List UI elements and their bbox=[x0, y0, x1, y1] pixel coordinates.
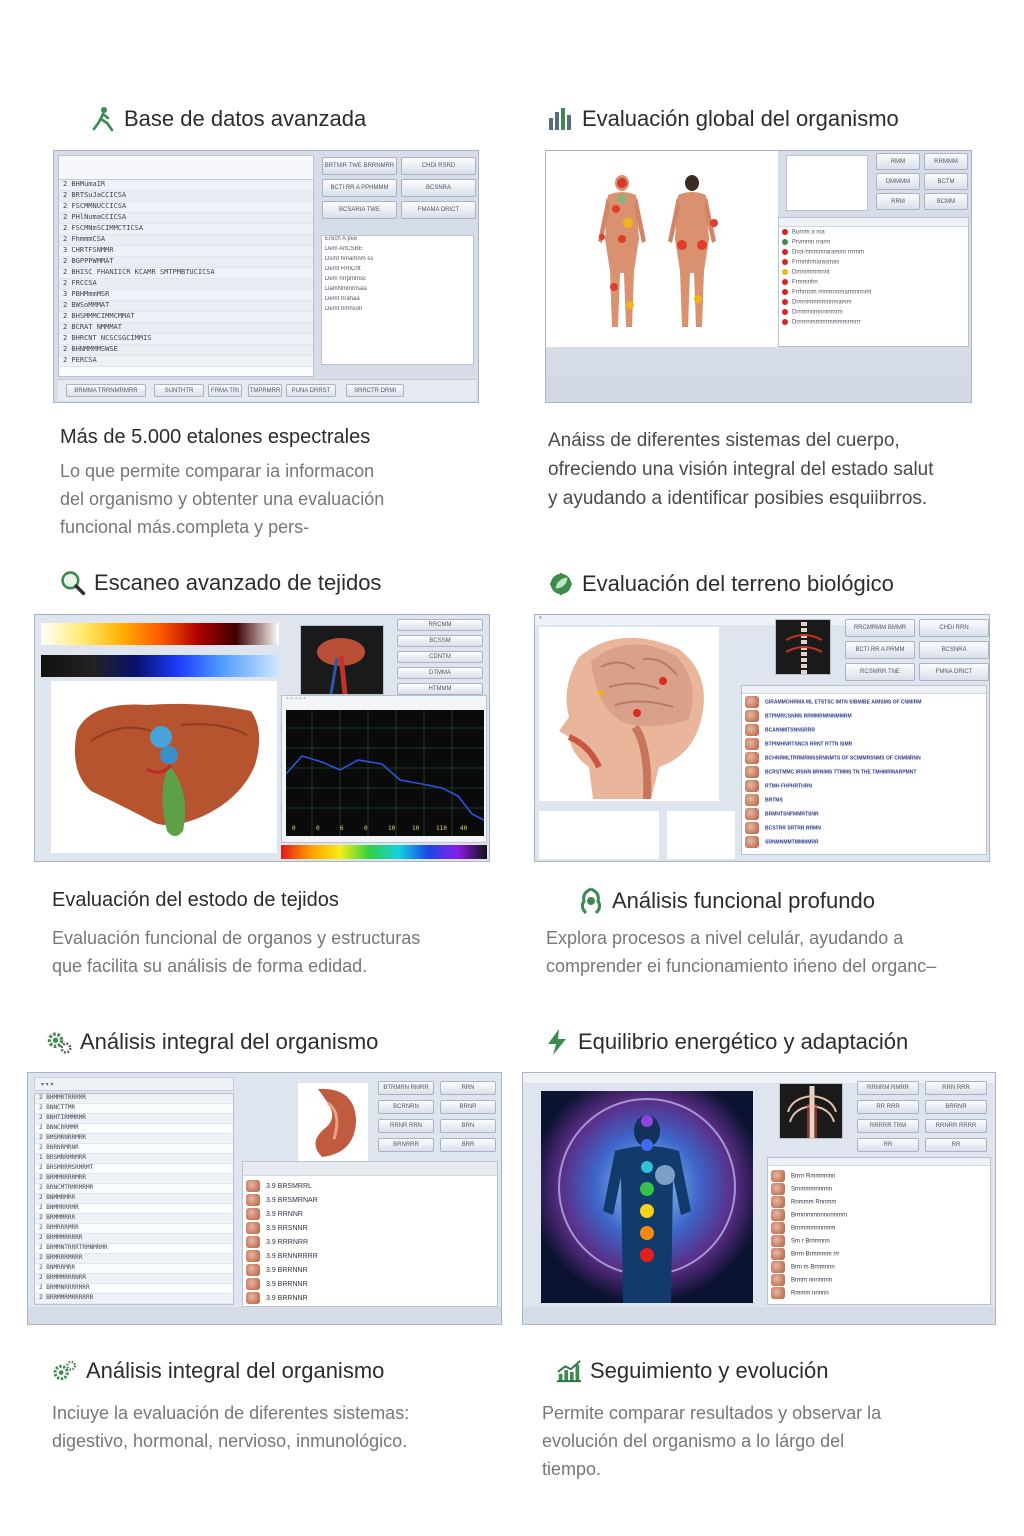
toolbar-button[interactable]: BCTI RR A PPHMMM bbox=[322, 179, 397, 197]
ribs-thumbnail bbox=[779, 1083, 843, 1139]
liver-image bbox=[51, 681, 277, 853]
analysis-row[interactable]: 2 BNHTIRMMRMR bbox=[35, 1114, 233, 1124]
body-figures-illustration bbox=[546, 151, 778, 347]
organ-thumb bbox=[246, 1208, 260, 1220]
database-description: Lo que permite comparar ia informacon del organismo y obtenter una evaluación funcional más.completa y pers- bbox=[60, 461, 385, 537]
stomach-illustration bbox=[298, 1083, 368, 1163]
x-tick-label: 10 bbox=[412, 825, 420, 832]
section-heading-terrain: Evaluación del terreno biológico bbox=[548, 571, 894, 597]
ribs-illustration bbox=[780, 1084, 844, 1140]
toolbar-button[interactable]: CDNTM bbox=[397, 651, 483, 663]
analysis-row[interactable]: 2 BNNCTTMR bbox=[35, 1104, 233, 1114]
head-anatomy-illustration bbox=[539, 627, 719, 801]
analysis-row[interactable]: 2 BRMRRRMRR bbox=[35, 1224, 233, 1234]
toolbar-button[interactable]: RR RRR bbox=[857, 1100, 919, 1114]
organ-result-item[interactable]: 3.9 RRSNNR bbox=[243, 1222, 497, 1236]
organ-thumb bbox=[246, 1180, 260, 1192]
organ-thumb bbox=[771, 1183, 785, 1195]
toolbar-button[interactable]: BRNRRR bbox=[378, 1138, 434, 1152]
x-tick-label: 0 bbox=[364, 825, 368, 832]
bar-chart-icon bbox=[548, 106, 574, 132]
organ-result-item[interactable]: 3.9 BRRNNR bbox=[243, 1292, 497, 1306]
etalon-table-rows bbox=[59, 180, 313, 367]
organ-thumb bbox=[745, 794, 759, 806]
status-dot bbox=[782, 289, 788, 295]
functional-description: Explora procesos a nivel celulár, ayudando a comprender ei funcionamiento ińeno del organc– bbox=[546, 928, 937, 976]
section-heading-energy: Equilibrio energético y adaptación bbox=[544, 1029, 908, 1055]
terrain-result-item[interactable]: SRNMNMMTMMMMRR bbox=[742, 836, 986, 850]
x-tick-label: 10 bbox=[388, 825, 396, 832]
terrain-result-item[interactable]: BCSTRR SRTRR RRMN bbox=[742, 822, 986, 836]
x-tick-label: 0 bbox=[316, 825, 320, 832]
system-result-item[interactable]: Drmnmmmmnnmamm bbox=[779, 299, 968, 309]
head-anatomy-image bbox=[539, 627, 719, 801]
analysis-row[interactable]: 2 BRMMNTRRRTRMNMRMR bbox=[35, 1244, 233, 1254]
organ-thumb bbox=[771, 1261, 785, 1273]
organ-thumbnail-illustration bbox=[301, 626, 385, 696]
x-tick-label: 40 bbox=[460, 825, 468, 832]
terrain-result-item[interactable]: BTPIMHNRTSNCS RRNT RTTN SIMR bbox=[742, 738, 986, 752]
analysis-row[interactable]: 2 BNMRRMRR bbox=[35, 1264, 233, 1274]
organ-thumb bbox=[745, 738, 759, 750]
system-result-item[interactable]: Drot-hmmmrarammr rrrmm bbox=[779, 249, 968, 259]
spine-thumbnail bbox=[775, 619, 831, 675]
system-result-item[interactable]: Burnm a ma bbox=[779, 229, 968, 239]
system-result-item[interactable]: Frrnmhmarasmas bbox=[779, 259, 968, 269]
analysis-row[interactable]: 2 BRMMRRRRMRR bbox=[35, 1174, 233, 1184]
organ-result-item[interactable]: 3.9 BRRNNR bbox=[243, 1278, 497, 1292]
toolbar-button[interactable]: BCSARIA TWE bbox=[322, 201, 397, 219]
mini-info-panel bbox=[786, 155, 868, 211]
adaptation-result-item[interactable]: Sm r Brnmnnn bbox=[768, 1235, 990, 1248]
organ-results-list bbox=[242, 1161, 498, 1307]
organ-result-item[interactable]: 3.9 RRRNRR bbox=[243, 1236, 497, 1250]
adaptation-result-item[interactable]: Brmmmmnnnnnnmm bbox=[768, 1209, 990, 1222]
toolbar-button[interactable]: RRNRR RRRR bbox=[925, 1119, 987, 1133]
adaptation-result-item[interactable]: Brrrn Rmmmnnn bbox=[768, 1170, 990, 1183]
toolbar-button[interactable]: RRNR RRN bbox=[378, 1119, 434, 1133]
toolbar-button[interactable]: BCSSM bbox=[397, 635, 483, 647]
status-dot bbox=[782, 279, 788, 285]
organ-thumb bbox=[246, 1278, 260, 1290]
organ-thumb bbox=[745, 808, 759, 820]
organ-thumb bbox=[246, 1264, 260, 1276]
section-heading-integral-2: Análisis integral del organismo bbox=[52, 1358, 384, 1384]
integral-analysis-screenshot: ▾ ▾ ▾ 2 BHMMRTRRRMR 2 BNNCTTMR 2 BNHTIRMMRMR 2 BNNCRRMMR 2 BMSMRNRRMRR 2 BNRNRMRNR 1 BRSMRRMRMRR 2 BRSMRRMSRMRMT 2 BRMMRRRRMRR 2 BRNCMTRMRMRMR 2 BNMMRMRR 2 BNMMRRRMR 2 BRMMMRRR 2 BRMRRRMRR 2 BRMMMRRRRR 2 BRMMNTRRRTRMNMRMR 2 BRMRRRMRRR 2 BNMRRMRR 2 BRMMMRRRNRR 2 BRMMNRRRRMRR 2 BRRMMRMRRRRRR BTRMRN RMRR RRN BCRNRN BRNR RRNR RRN BRN BRNRRR BRR 3.9 BRSMRRL 3.9 BRSMRNAR 3.9 RRNNR 3.9 RRSNNR 3.9 RRRNRR 3.9 BRNNRRRR 3.9 BRRNNR 3.9 BRRNNR 3.9 BRRNNR bbox=[27, 1072, 502, 1325]
organ-thumbnail bbox=[300, 625, 384, 695]
analysis-row[interactable]: 2 BRMMMRRR bbox=[35, 1214, 233, 1224]
section-heading-global: Evaluación global del organismo bbox=[548, 106, 899, 132]
toolbar-button[interactable]: BCRNRN bbox=[378, 1100, 434, 1114]
etalon-table bbox=[58, 155, 314, 377]
organ-thumb bbox=[246, 1222, 260, 1234]
detail-line[interactable]: Demt hmhsoh bbox=[325, 306, 363, 312]
database-subtitle: Más de 5.000 etalones espectrales bbox=[60, 426, 371, 448]
body-map-view bbox=[546, 151, 778, 347]
gears-icon bbox=[46, 1029, 72, 1055]
etalon-row[interactable]: 2 PHlNumaCCICSA bbox=[59, 213, 313, 224]
toolbar-button[interactable]: BRNR bbox=[440, 1100, 496, 1114]
status-dot bbox=[782, 249, 788, 255]
biological-terrain-results bbox=[741, 685, 987, 855]
analysis-row[interactable]: 2 BRMRRRMRRR bbox=[35, 1254, 233, 1264]
organ-thumb bbox=[771, 1170, 785, 1182]
system-result-item[interactable]: Dmmmmmnnt bbox=[779, 269, 968, 279]
spectrum-line-chart bbox=[282, 704, 488, 844]
toolbar-button[interactable]: HTMMM bbox=[397, 683, 483, 695]
toolbar-button[interactable]: RMM bbox=[876, 153, 920, 170]
heat-scale-bar bbox=[41, 623, 279, 645]
organ-result-item[interactable]: 3.9 BRNNRRRR bbox=[243, 1250, 497, 1264]
analysis-row[interactable]: 2 BRMMMRRRRR bbox=[35, 1234, 233, 1244]
system-results-list bbox=[778, 217, 969, 347]
system-result-item[interactable]: Prvmmn rrarm bbox=[779, 239, 968, 249]
bottom-toolbar bbox=[58, 379, 476, 401]
status-dot bbox=[782, 309, 788, 315]
section-heading-tissue-scan: Escaneo avanzado de tejidos bbox=[60, 570, 381, 596]
toolbar-button[interactable]: RR bbox=[925, 1138, 987, 1152]
etalon-row[interactable]: 2 BRTSuJaCCICSA bbox=[59, 191, 313, 202]
toolbar-button[interactable]: CHDI RSRD bbox=[401, 157, 476, 175]
analysis-row[interactable]: 2 BMSMRNRRMRR bbox=[35, 1134, 233, 1144]
tissue-scan-screenshot bbox=[34, 614, 490, 862]
section-heading-integral-1: Análisis integral del organismo bbox=[46, 1029, 378, 1055]
status-dot bbox=[782, 319, 788, 325]
organ-thumb bbox=[771, 1209, 785, 1221]
organ-thumb bbox=[745, 696, 759, 708]
organ-thumb bbox=[745, 752, 759, 764]
terrain-result-item[interactable]: GIRAMMOHRMA ML ETSTSC IMTN SIBMIBE AIMSMS OF CNMIRM bbox=[742, 696, 986, 710]
detail-line[interactable]: Dem ArlCSBE bbox=[325, 246, 363, 252]
toolbar-button[interactable]: BRR bbox=[440, 1138, 496, 1152]
terrain-result-item[interactable]: BCHNRMLTRRMRMSSRNNMTS OF SCIMMRSNMS OF CNMMRNN bbox=[742, 752, 986, 766]
organ-result-item[interactable]: 3.9 BRSMRNAR bbox=[243, 1194, 497, 1208]
organ-thumb bbox=[745, 710, 759, 722]
analysis-row[interactable]: 2 BNRNRMRNR bbox=[35, 1144, 233, 1154]
terrain-result-item[interactable]: BCANNMTSNNSRRR bbox=[742, 724, 986, 738]
system-result-item[interactable]: Drrmrnnmnnmmrm bbox=[779, 309, 968, 319]
status-dot bbox=[782, 229, 788, 235]
organ-thumb bbox=[771, 1287, 785, 1299]
chakra-body-illustration bbox=[541, 1091, 753, 1303]
toolbar-button[interactable]: RRN RRR bbox=[925, 1081, 987, 1095]
toolbar-button[interactable]: BTRMRN RMRR bbox=[378, 1081, 434, 1095]
detail-line[interactable]: Demt RRiCrtt bbox=[325, 266, 361, 272]
status-dot bbox=[782, 269, 788, 275]
status-dot bbox=[782, 259, 788, 265]
etalon-row[interactable]: 2 BCRAT NMMMAT bbox=[59, 323, 313, 334]
detail-line[interactable]: Dem hrrpmmsc bbox=[325, 276, 367, 282]
adaptation-result-item[interactable]: Rmmm nnnnn bbox=[768, 1287, 990, 1300]
toolbar-button[interactable]: BRTNIR TWE BRRNMRR bbox=[322, 157, 397, 175]
etalon-row[interactable]: 2 FhmmmCSA bbox=[59, 235, 313, 246]
etalon-row[interactable]: 2 BHISC FHANIICR KCAMR SMTPMBTUCICSA bbox=[59, 268, 313, 279]
trend-chart-icon bbox=[556, 1358, 582, 1384]
etalon-row[interactable]: 2 FRCCSA bbox=[59, 279, 313, 290]
toolbar-button[interactable]: CHDI RRN bbox=[919, 619, 989, 637]
system-result-item[interactable]: Frrhrnnm rrmmrmmarmnnnmt bbox=[779, 289, 968, 299]
toolbar-button[interactable]: BCTI RR A PRMM bbox=[845, 641, 915, 659]
toolbar-button[interactable]: BCSNRA bbox=[919, 641, 989, 659]
organ-thumb bbox=[771, 1248, 785, 1260]
analysis-row[interactable]: 2 BRMMMRRRNRR bbox=[35, 1274, 233, 1284]
toolbar-button[interactable]: BRRNR bbox=[925, 1100, 987, 1114]
toolbar-button[interactable]: RRRRR TRM bbox=[857, 1119, 919, 1133]
tissue-subtitle: Evaluación del estodo de tejidos bbox=[52, 889, 339, 911]
leaf-circle-icon bbox=[548, 571, 574, 597]
database-screenshot bbox=[53, 150, 479, 403]
organ-thumb bbox=[771, 1235, 785, 1247]
energy-body-image bbox=[541, 1091, 753, 1303]
etalon-row[interactable]: 2 FSCMMNUCCICSA bbox=[59, 202, 313, 213]
liver-illustration bbox=[51, 681, 277, 853]
toolbar-button[interactable]: DMMMM bbox=[876, 173, 920, 190]
tissue-description: Evaluación funcional de organos y estructuras que facilita su análisis de forma edidad. bbox=[52, 928, 421, 976]
adaptation-results-list bbox=[767, 1157, 991, 1305]
analysis-row[interactable]: 2 BNMMRRRMR bbox=[35, 1204, 233, 1214]
toolbar-button[interactable]: DTMMA bbox=[397, 667, 483, 679]
toolbar-button[interactable]: RRNRM RMRR bbox=[857, 1081, 919, 1095]
toolbar-button[interactable]: FMAMA DRICT bbox=[401, 201, 476, 219]
etalon-row[interactable]: 3 CHRTFSNMMR bbox=[59, 246, 313, 257]
detail-line[interactable]: Erech A pve bbox=[325, 236, 358, 242]
terrain-result-item[interactable]: BRTMS bbox=[742, 794, 986, 808]
toolbar-button[interactable]: RCSMRR TNE bbox=[845, 663, 915, 681]
section-heading-database: Base de datos avanzada bbox=[90, 106, 366, 132]
organ-result-item[interactable]: 3.9 RRNNR bbox=[243, 1208, 497, 1222]
adaptation-result-item[interactable]: Brrm Brmmmm rrr bbox=[768, 1248, 990, 1261]
organ-thumb bbox=[246, 1292, 260, 1304]
bottom-toolbar-button[interactable]: SRRCTR DRMI bbox=[346, 384, 404, 397]
organ-thumb bbox=[745, 724, 759, 736]
analysis-row[interactable]: 2 BNMMRMRR bbox=[35, 1194, 233, 1204]
toolbar-button[interactable]: BRN bbox=[440, 1119, 496, 1133]
etalon-row[interactable]: 2 BHMumaIR bbox=[59, 180, 313, 191]
bottom-toolbar-button[interactable]: FRMA TRI bbox=[208, 384, 242, 397]
detail-line[interactable]: Dsmt hmamnm ss bbox=[325, 256, 374, 262]
organ-thumb bbox=[246, 1250, 260, 1262]
cell-icon bbox=[578, 888, 604, 914]
section-heading-functional: Análisis funcional profundo bbox=[578, 888, 875, 914]
organ-thumb bbox=[745, 822, 759, 834]
etalon-row[interactable]: 2 PERCSA bbox=[59, 356, 313, 367]
organ-thumb bbox=[246, 1236, 260, 1248]
section-heading-tracking: Seguimiento y evolución bbox=[556, 1358, 828, 1384]
toolbar-button[interactable]: RR bbox=[857, 1138, 919, 1152]
organ-thumb bbox=[771, 1274, 785, 1286]
organ-thumb bbox=[745, 766, 759, 778]
organ-result-item[interactable]: 3.9 BRSMRRL bbox=[243, 1180, 497, 1194]
organ-thumb bbox=[745, 836, 759, 848]
terrain-result-item[interactable]: BRMNTSNFMMRTSNR bbox=[742, 808, 986, 822]
x-tick-label: 6 bbox=[340, 825, 344, 832]
bottom-toolbar-button[interactable]: BRMMA TRRNMRMRR bbox=[66, 384, 146, 397]
status-dot bbox=[782, 239, 788, 245]
spine-illustration bbox=[776, 620, 832, 676]
analysis-table bbox=[34, 1093, 234, 1305]
spectrum-graph-panel: + + + + + 0 0 6 0 10 10 110 40 bbox=[281, 695, 487, 843]
etalon-row[interactable]: 2 FSCMNmSCIMMCTICSA bbox=[59, 224, 313, 235]
toolbar-button[interactable]: RRN bbox=[440, 1081, 496, 1095]
energy-balance-screenshot bbox=[522, 1072, 996, 1325]
adaptation-result-item[interactable]: Brnmmmnnnmm bbox=[768, 1222, 990, 1235]
toolbar-button[interactable]: BCMM bbox=[924, 193, 968, 210]
window-titlebar: ≡ bbox=[535, 615, 990, 625]
toolbar-button[interactable]: BCTM bbox=[924, 173, 968, 190]
analysis-row[interactable]: 2 BRSMRRMSRMRMT bbox=[35, 1164, 233, 1174]
person-walk-icon bbox=[90, 106, 116, 132]
terrain-result-item[interactable]: RTMH FHPHRTHRN bbox=[742, 780, 986, 794]
system-result-item[interactable]: Frmmnhn bbox=[779, 279, 968, 289]
etalon-row[interactable]: 2 BHSMMMCIMMCMMAT bbox=[59, 312, 313, 323]
bottom-toolbar-button[interactable]: PUNA DRRST bbox=[286, 384, 336, 397]
analysis-row[interactable]: 2 BHMMRTRRRMR bbox=[35, 1094, 233, 1104]
details-text-panel bbox=[321, 235, 474, 365]
etalon-row[interactable]: 2 BGPPPWMMAT bbox=[59, 257, 313, 268]
detail-line[interactable]: Demt hrahaa bbox=[325, 296, 360, 302]
magnifier-icon bbox=[60, 570, 86, 596]
toolbar-button[interactable]: RRCMRMM BMMR bbox=[845, 619, 915, 637]
bottom-toolbar-button[interactable]: TMPRMRR bbox=[248, 384, 282, 397]
organ-thumb bbox=[246, 1194, 260, 1206]
analysis-row[interactable]: 2 BNNCRRMMR bbox=[35, 1124, 233, 1134]
adaptation-result-item[interactable]: Brm m Brnmnnn bbox=[768, 1261, 990, 1274]
tracking-description: Permite comparar resultados y observar la evolución del organismo a lo lárgo del tiempo. bbox=[542, 1403, 882, 1479]
lightning-icon bbox=[544, 1029, 570, 1055]
cold-scale-bar bbox=[41, 655, 279, 677]
adaptation-result-item[interactable]: Brmm nnnnnnn bbox=[768, 1274, 990, 1287]
bottom-toolbar-button[interactable]: SUNTHTR bbox=[154, 384, 204, 397]
integral-description: Inciuye la evaluación de diferentes sistemas: digestivo, hormonal, nervioso, inmunológico. bbox=[52, 1403, 410, 1451]
stomach-thumbnail bbox=[298, 1083, 368, 1163]
analysis-row[interactable]: 2 BRNCMTRMRMRMR bbox=[35, 1184, 233, 1194]
system-result-item[interactable]: Drrmrnmmmrmmmmrmrrr bbox=[779, 319, 968, 329]
toolbar-button[interactable]: RRCMM bbox=[397, 619, 483, 631]
rainbow-scale-bar bbox=[281, 845, 487, 859]
toolbar-button[interactable]: RRMMM bbox=[924, 153, 968, 170]
organ-result-item[interactable]: 3.9 BRRNNR bbox=[243, 1264, 497, 1278]
etalon-row[interactable]: 2 BHNMMMMSWSE bbox=[59, 345, 313, 356]
x-tick-label: 110 bbox=[436, 825, 447, 832]
analysis-row[interactable]: 1 BRSMRRMRMRR bbox=[35, 1154, 233, 1164]
organ-thumb bbox=[745, 780, 759, 792]
organ-thumb bbox=[771, 1222, 785, 1234]
etalon-row[interactable]: 2 BHRCNT NCSCSGCIMMIS bbox=[59, 334, 313, 345]
organ-thumb bbox=[771, 1196, 785, 1208]
global-evaluation-screenshot bbox=[545, 150, 972, 403]
adaptation-result-item[interactable]: Rnmmm Rnnmm bbox=[768, 1196, 990, 1209]
toolbar-button[interactable]: BCSNRA bbox=[401, 179, 476, 197]
analysis-row[interactable]: 2 BRRMMRMRRRRRR bbox=[35, 1294, 233, 1304]
gears-icon bbox=[52, 1358, 78, 1384]
terrain-screenshot bbox=[534, 614, 990, 862]
global-description: Anáiss de diferentes sistemas del cuerpo, ofreciendo una visión integral del estado salut y ayudando a identificar posibies esquiibrros. bbox=[548, 430, 934, 509]
terrain-result-item[interactable]: BCRSTMMC IRSNN BRNIMS TTMMS TN THE TMHMRMARPMNT bbox=[742, 766, 986, 780]
etalon-row[interactable]: 3 PBHMmmMSR bbox=[59, 290, 313, 301]
analysis-row[interactable]: 2 BRMMNRRRRMRR bbox=[35, 1284, 233, 1294]
adaptation-result-item[interactable]: Srnmmmnnnnn bbox=[768, 1183, 990, 1196]
toolbar-button[interactable]: RRM bbox=[876, 193, 920, 210]
toolbar-button[interactable]: FMNA DRICT bbox=[919, 663, 989, 681]
detail-line[interactable]: DamNmmmsaa bbox=[325, 286, 367, 292]
x-tick-label: 0 bbox=[292, 825, 296, 832]
status-dot bbox=[782, 299, 788, 305]
etalon-row[interactable]: 2 BWSoMMMAT bbox=[59, 301, 313, 312]
terrain-result-item[interactable]: BTPIMRCSNMS RRMMRMINNMMRM bbox=[742, 710, 986, 724]
